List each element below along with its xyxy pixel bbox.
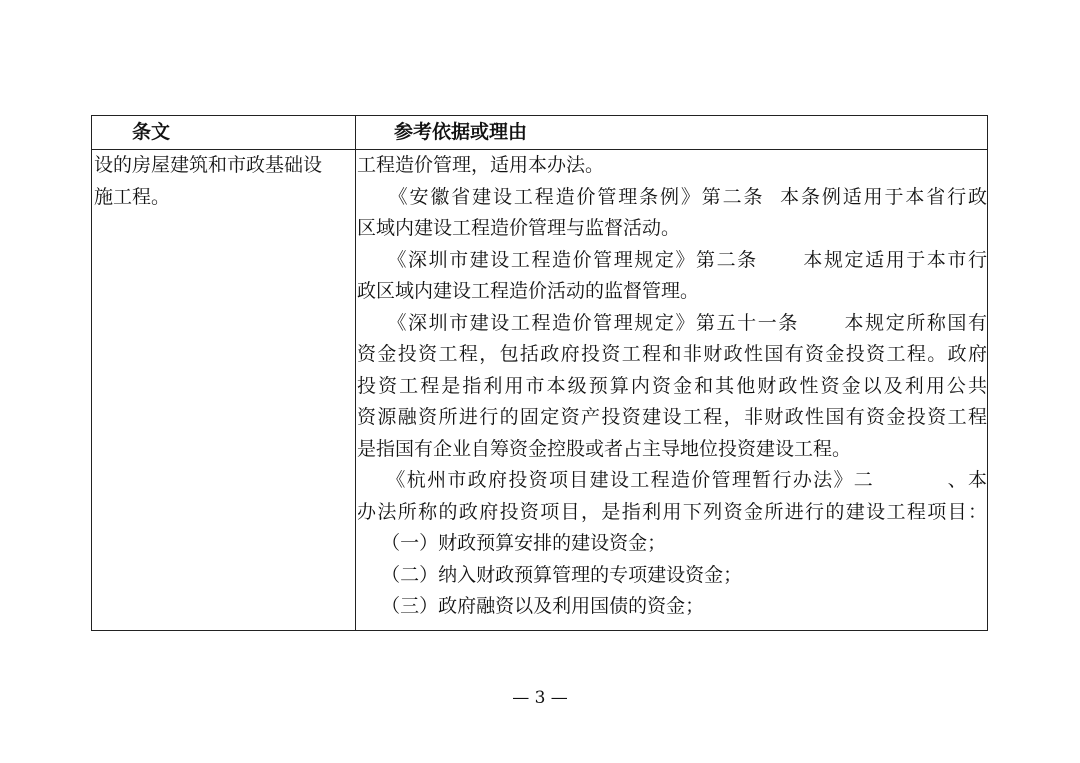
page-number: — 3 — <box>512 688 568 708</box>
basis-line: 《深圳市建设工程造价管理规定》第五十一条 本规定所称国有 <box>357 311 987 334</box>
header-articles: 条文 <box>132 121 171 143</box>
basis-line: 资金投资工程，包括政府投资工程和非财政性国有资金投资工程。政府 <box>357 343 987 365</box>
basis-line: （三）政府融资以及利用国债的资金； <box>357 595 705 617</box>
article-line: 施工程。 <box>94 185 171 208</box>
basis-line: 《安徽省建设工程造价管理条例》第二条 本条例适用于本省行政 <box>357 185 987 208</box>
basis-line: 政区域内建设工程造价活动的监督管理。 <box>357 280 700 302</box>
regulation-table <box>91 115 988 631</box>
basis-line: （二）纳入财政预算管理的专项建设资金； <box>357 563 743 586</box>
article-cell <box>94 150 354 213</box>
basis-line: 《杭州市政府投资项目建设工程造价管理暂行办法》二 、本 <box>357 469 987 491</box>
basis-line: 是指国有企业自筹资金控股或者占主导地位投资建设工程。 <box>357 437 852 460</box>
basis-cell <box>357 150 987 623</box>
column-divider <box>355 116 356 630</box>
basis-line: 《深圳市建设工程造价管理规定》第二条 本规定适用于本市行 <box>357 248 987 271</box>
basis-line: 投资工程是指利用市本级预算内资金和其他财政性资金以及利用公共 <box>357 374 987 397</box>
basis-line: 资源融资所进行的固定资产投资建设工程，非财政性国有资金投资工程 <box>357 406 987 428</box>
basis-line: （一）财政预算安排的建设资金； <box>357 532 667 554</box>
header-basis: 参考依据或理由 <box>394 121 528 143</box>
basis-line: 区域内建设工程造价管理与监督活动。 <box>357 217 681 239</box>
basis-line: 工程造价管理，适用本办法。 <box>357 154 605 176</box>
article-line: 设的房屋建筑和市政基础设 <box>94 154 323 176</box>
basis-line: 办法所称的政府投资项目，是指利用下列资金所进行的建设工程项目： <box>357 500 987 523</box>
